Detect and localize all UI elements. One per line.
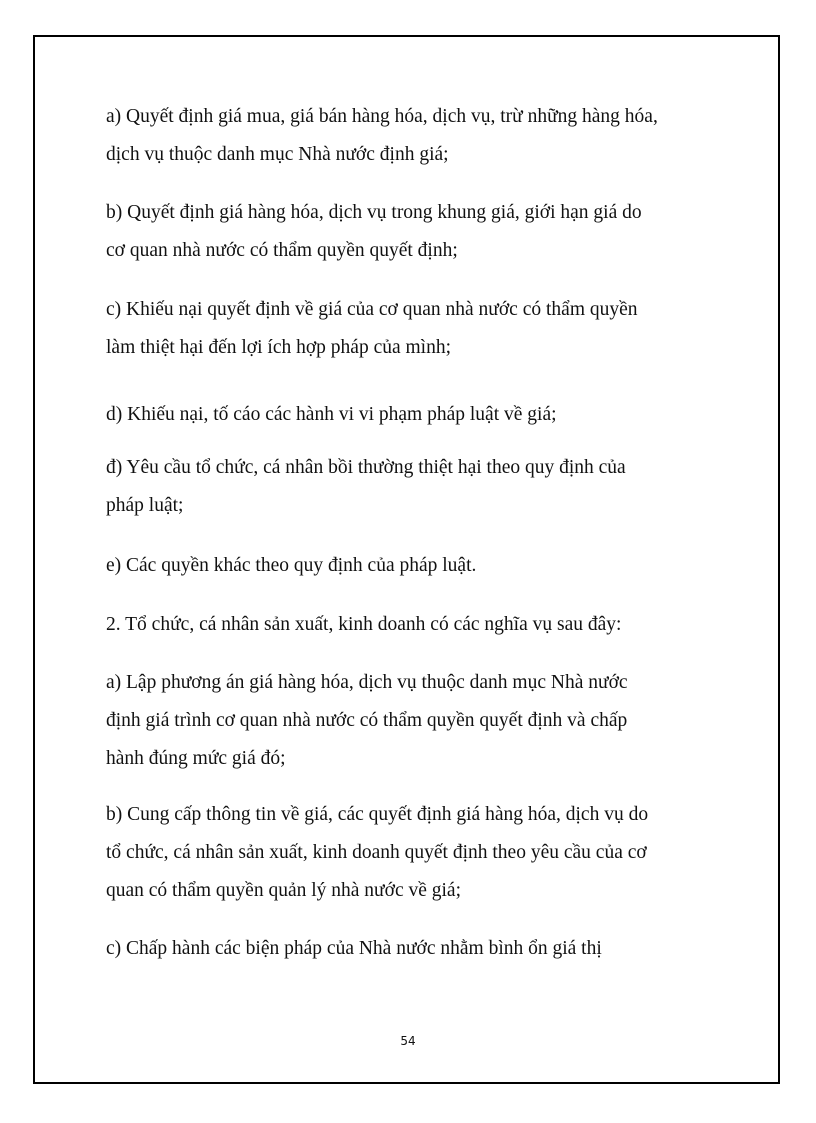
text-line: định giá trình cơ quan nhà nước có thẩm quyền quyết định và chấp (106, 710, 628, 731)
paragraph-b-price-information (106, 796, 726, 910)
text-line: dịch vụ thuộc danh mục Nhà nước định giá; (106, 144, 449, 165)
paragraph-a-price-decision (106, 98, 726, 174)
text-line: b) Quyết định giá hàng hóa, dịch vụ trong khung giá, giới hạn giá do (106, 202, 642, 223)
paragraph-e-other-rights (106, 547, 726, 585)
text-line: d) Khiếu nại, tố cáo các hành vi vi phạm pháp luật về giá; (106, 404, 557, 425)
paragraph-dd-compensation (106, 449, 726, 525)
page-number: 54 (400, 1034, 416, 1048)
paragraph-b-price-frame (106, 194, 726, 270)
text-line: c) Chấp hành các biện pháp của Nhà nước nhằm bình ổn giá thị (106, 938, 602, 959)
text-line: a) Quyết định giá mua, giá bán hàng hóa, dịch vụ, trừ những hàng hóa, (106, 106, 658, 127)
text-line: tổ chức, cá nhân sản xuất, kinh doanh quyết định theo yêu cầu của cơ (106, 842, 647, 863)
text-line: b) Cung cấp thông tin về giá, các quyết định giá hàng hóa, dịch vụ do (106, 804, 649, 825)
text-line: 2. Tổ chức, cá nhân sản xuất, kinh doanh có các nghĩa vụ sau đây: (106, 614, 622, 635)
text-line: cơ quan nhà nước có thẩm quyền quyết định; (106, 240, 458, 261)
text-line: đ) Yêu cầu tổ chức, cá nhân bồi thường thiệt hại theo quy định của (106, 457, 626, 478)
text-line: pháp luật; (106, 495, 184, 516)
paragraph-2-obligations (106, 606, 726, 644)
paragraph-c-complaint (106, 291, 726, 367)
text-line: c) Khiếu nại quyết định về giá của cơ quan nhà nước có thẩm quyền (106, 299, 638, 320)
text-line: làm thiệt hại đến lợi ích hợp pháp của mình; (106, 337, 452, 358)
text-line: hành đúng mức giá đó; (106, 748, 286, 769)
paragraph-c-stabilization (106, 930, 726, 968)
text-line: a) Lập phương án giá hàng hóa, dịch vụ thuộc danh mục Nhà nước (106, 672, 628, 693)
text-line: e) Các quyền khác theo quy định của pháp luật. (106, 555, 477, 576)
text-line: quan có thẩm quyền quản lý nhà nước về giá; (106, 880, 461, 901)
paragraph-a-price-plan (106, 664, 726, 778)
paragraph-d-denunciation (106, 396, 726, 434)
